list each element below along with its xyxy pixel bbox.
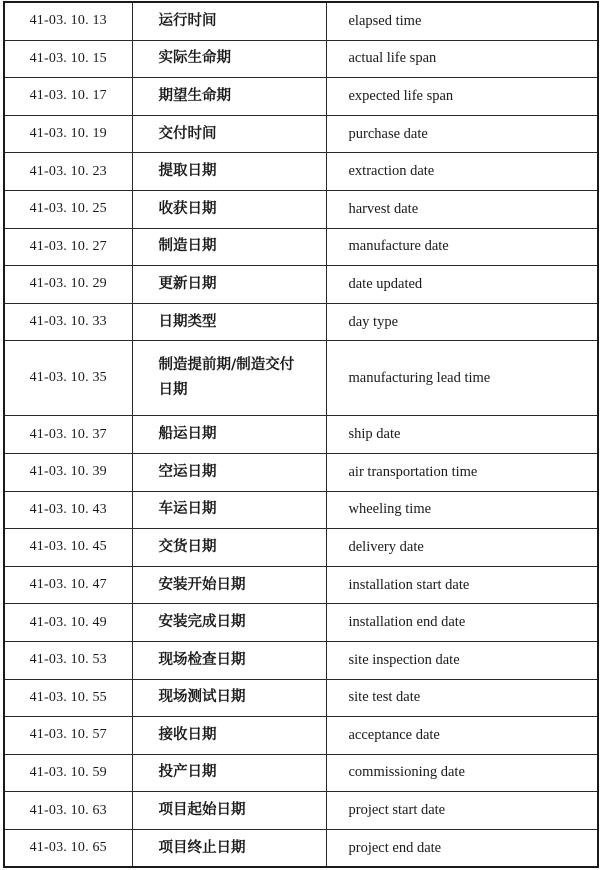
table-row (4, 190, 598, 228)
term-code: 41-03. 10. 35 (4, 341, 132, 416)
term-code: 41-03. 10. 45 (4, 529, 132, 567)
term-code: 41-03. 10. 59 (4, 754, 132, 792)
table-row (4, 529, 598, 567)
term-chinese: 收获日期 (132, 190, 326, 228)
term-english: project start date (326, 792, 598, 830)
term-chinese: 空运日期 (132, 453, 326, 491)
term-english: purchase date (326, 115, 598, 153)
term-chinese: 期望生命期 (132, 78, 326, 116)
term-english: site inspection date (326, 641, 598, 679)
term-english: harvest date (326, 190, 598, 228)
term-chinese: 更新日期 (132, 266, 326, 304)
term-code: 41-03. 10. 49 (4, 604, 132, 642)
term-english: extraction date (326, 153, 598, 191)
term-english: project end date (326, 829, 598, 867)
term-chinese: 安装完成日期 (132, 604, 326, 642)
term-chinese: 船运日期 (132, 416, 326, 454)
term-code: 41-03. 10. 25 (4, 190, 132, 228)
table-row (4, 792, 598, 830)
table-row (4, 78, 598, 116)
term-english: installation end date (326, 604, 598, 642)
table-row (4, 266, 598, 304)
term-english: wheeling time (326, 491, 598, 529)
term-english: manufacturing lead time (326, 341, 598, 416)
table-row (4, 2, 598, 40)
term-english: delivery date (326, 529, 598, 567)
term-chinese: 现场检查日期 (132, 641, 326, 679)
term-chinese: 现场测试日期 (132, 679, 326, 717)
term-english: commissioning date (326, 754, 598, 792)
term-chinese: 制造提前期/制造交付日期 (132, 341, 326, 416)
term-code: 41-03. 10. 29 (4, 266, 132, 304)
term-english: date updated (326, 266, 598, 304)
table-row (4, 491, 598, 529)
term-english: day type (326, 303, 598, 341)
term-code: 41-03. 10. 39 (4, 453, 132, 491)
term-chinese: 项目起始日期 (132, 792, 326, 830)
term-code: 41-03. 10. 19 (4, 115, 132, 153)
term-chinese: 投产日期 (132, 754, 326, 792)
table-row (4, 453, 598, 491)
term-code: 41-03. 10. 63 (4, 792, 132, 830)
table-row (4, 341, 598, 416)
table-row (4, 40, 598, 78)
table-row (4, 829, 598, 867)
term-english: air transportation time (326, 453, 598, 491)
term-chinese: 接收日期 (132, 717, 326, 755)
term-chinese: 提取日期 (132, 153, 326, 191)
term-english: actual life span (326, 40, 598, 78)
table-row (4, 153, 598, 191)
term-code: 41-03. 10. 43 (4, 491, 132, 529)
term-english: installation start date (326, 566, 598, 604)
term-chinese: 安装开始日期 (132, 566, 326, 604)
term-chinese: 日期类型 (132, 303, 326, 341)
term-english: expected life span (326, 78, 598, 116)
terms-table-page (3, 1, 597, 868)
table-row (4, 641, 598, 679)
term-english: site test date (326, 679, 598, 717)
table-row (4, 416, 598, 454)
terms-table (3, 1, 599, 868)
term-code: 41-03. 10. 23 (4, 153, 132, 191)
term-english: manufacture date (326, 228, 598, 266)
table-row (4, 679, 598, 717)
term-chinese: 交付时间 (132, 115, 326, 153)
term-code: 41-03. 10. 53 (4, 641, 132, 679)
term-code: 41-03. 10. 65 (4, 829, 132, 867)
term-chinese: 运行时间 (132, 2, 326, 40)
term-code: 41-03. 10. 15 (4, 40, 132, 78)
table-row (4, 228, 598, 266)
table-row (4, 115, 598, 153)
term-code: 41-03. 10. 33 (4, 303, 132, 341)
term-code: 41-03. 10. 17 (4, 78, 132, 116)
table-row (4, 566, 598, 604)
term-chinese: 车运日期 (132, 491, 326, 529)
term-code: 41-03. 10. 47 (4, 566, 132, 604)
term-code: 41-03. 10. 13 (4, 2, 132, 40)
table-row (4, 303, 598, 341)
term-chinese: 交货日期 (132, 529, 326, 567)
term-code: 41-03. 10. 55 (4, 679, 132, 717)
term-chinese: 实际生命期 (132, 40, 326, 78)
term-code: 41-03. 10. 37 (4, 416, 132, 454)
term-code: 41-03. 10. 27 (4, 228, 132, 266)
table-row (4, 717, 598, 755)
term-chinese: 制造日期 (132, 228, 326, 266)
table-row (4, 754, 598, 792)
term-english: acceptance date (326, 717, 598, 755)
table-row (4, 604, 598, 642)
term-english: ship date (326, 416, 598, 454)
term-english: elapsed time (326, 2, 598, 40)
term-code: 41-03. 10. 57 (4, 717, 132, 755)
term-chinese: 项目终止日期 (132, 829, 326, 867)
